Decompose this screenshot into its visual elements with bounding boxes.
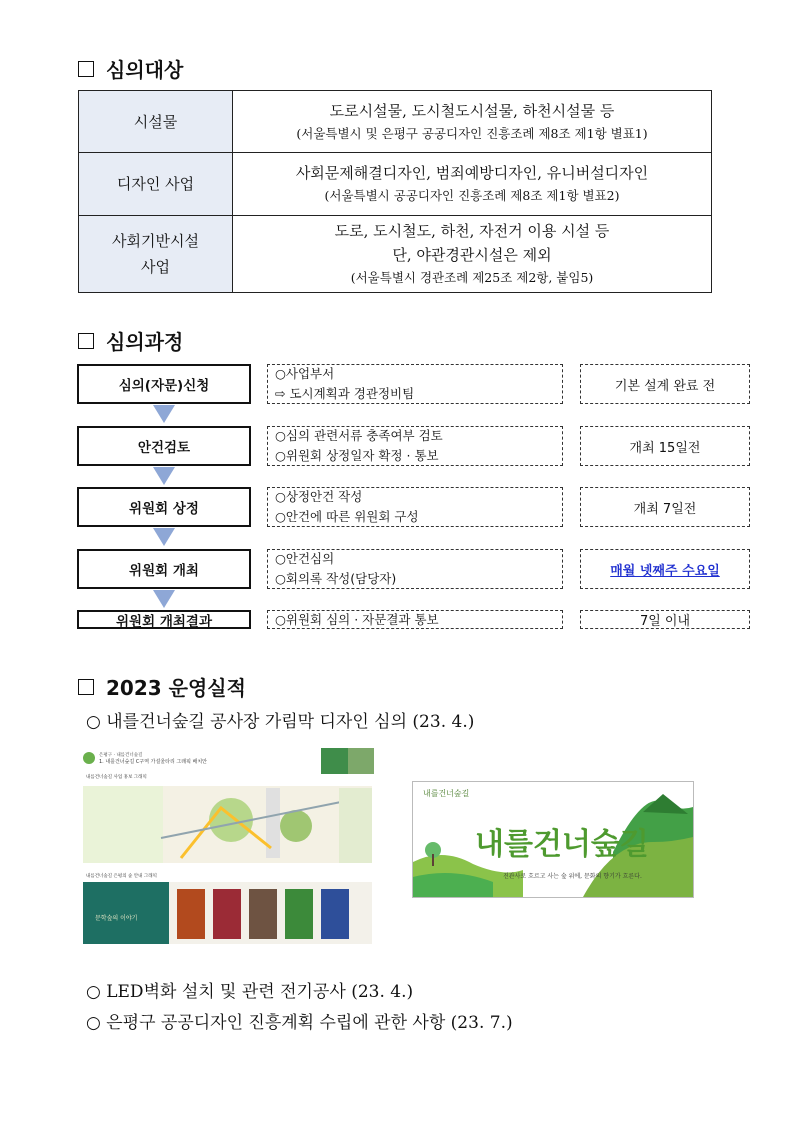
- fence-sub2: 내를건너숲길 은평의 숲 안내 그래픽: [86, 874, 157, 879]
- step-detail-line: ○사업부서: [275, 366, 335, 381]
- checkbox-square-icon: [78, 61, 94, 77]
- row-note: (서울특별시 경관조례 제25조 제2항, 붙임5): [350, 270, 594, 285]
- process-step: 위원회 개최결과: [77, 610, 251, 629]
- step-details: [267, 549, 563, 589]
- step-details: [267, 487, 563, 527]
- fence-graphic-svg: [81, 748, 374, 946]
- fence-sub1: 내를건너숲길 사업 홍보 그래픽: [86, 775, 147, 780]
- process-step: 위원회 개최: [77, 549, 251, 589]
- process-step: 심의(자문)신청: [77, 364, 251, 404]
- row-label-line: 사회기반시설: [112, 232, 199, 250]
- row-main-text: 도로시설물, 도시철도시설물, 하천시설물 등: [329, 101, 615, 120]
- down-arrow-icon: [153, 528, 175, 546]
- checkbox-square-icon: [78, 333, 94, 349]
- banner-small-title: 내를건너숲길: [423, 789, 470, 798]
- row-note: (서울특별시 및 은평구 공공디자인 진흥조례 제8조 제1항 별표1): [296, 125, 648, 141]
- step-detail-line: ○상정안건 작성: [275, 489, 363, 504]
- table-row: [79, 216, 712, 293]
- row-content: [233, 153, 712, 216]
- step-timing: 개최 15일전: [580, 426, 750, 466]
- step-timing: 기본 설계 완료 전: [580, 364, 750, 404]
- step-detail-line: ⇨ 도시계획과 경관정비팀: [275, 386, 415, 401]
- table-row: [79, 153, 712, 216]
- table-row: [79, 91, 712, 153]
- row-label: [79, 216, 233, 293]
- step-details: [267, 610, 563, 629]
- step-details: [267, 426, 563, 466]
- banner-logo-text: 내를건너숲길: [475, 827, 649, 862]
- svg-text:은평구 · 내를건너숲길: 은평구 · 내를건너숲길: [99, 753, 143, 758]
- section-heading-review-process: [78, 326, 183, 355]
- row-label: 디자인 사업: [79, 153, 233, 216]
- result-item: ○ LED벽화 설치 및 관련 전기공사 (23. 4.): [86, 982, 414, 1002]
- forest-banner-svg: [413, 782, 693, 897]
- checkbox-square-icon: [78, 679, 94, 695]
- process-step: 안건검토: [77, 426, 251, 466]
- fence-graphic-image: [81, 748, 374, 946]
- step-timing-link[interactable]: 매월 넷째주 수요일: [580, 549, 750, 589]
- step-details: [267, 364, 563, 404]
- process-step: 위원회 상정: [77, 487, 251, 527]
- row-label-line: 사업: [141, 258, 170, 276]
- row-main-text: 도로, 도시철도, 하천, 자전거 이용 시설 등: [334, 222, 610, 240]
- result-item: ○ 은평구 공공디자인 진흥계획 수립에 관한 사항 (23. 7.): [86, 1013, 513, 1033]
- row-label: 시설물: [79, 91, 233, 153]
- step-detail-line: ○안건에 따른 위원회 구성: [275, 509, 419, 524]
- section-title: 심의과정: [106, 330, 184, 354]
- row-content: [233, 91, 712, 153]
- row-note: (서울특별시 공공디자인 진흥조례 제8조 제1항 별표2): [324, 188, 620, 203]
- fence-heading: 1. 내를건너숲길 C구역 가설울타리 그래픽 배치안: [99, 759, 207, 765]
- step-detail-line: ○심의 관련서류 충족여부 검토: [275, 428, 443, 443]
- down-arrow-icon: [153, 590, 175, 608]
- row-content: [233, 216, 712, 293]
- step-detail-line: ○안건심의: [275, 551, 335, 566]
- fence-banner-text: 문학숲의 이야기: [95, 915, 138, 922]
- forest-banner-image: [412, 781, 694, 898]
- row-main-text: 사회문제해결디자인, 범죄예방디자인, 유니버설디자인: [295, 164, 649, 182]
- down-arrow-icon: [153, 467, 175, 485]
- section-title: 심의대상: [106, 58, 184, 82]
- step-detail-line: ○위원회 심의 · 자문결과 통보: [275, 611, 439, 627]
- section-heading-2023-results: [78, 672, 246, 701]
- down-arrow-icon: [153, 405, 175, 423]
- review-target-table: [78, 90, 712, 293]
- step-detail-line: ○회의록 작성(담당자): [275, 571, 397, 586]
- section-title: 2023 운영실적: [106, 676, 246, 700]
- banner-caption: 진관사로 흐르고 사는 숲 위에, 문화의 향기가 흐른다.: [503, 873, 642, 880]
- step-timing: 개최 7일전: [580, 487, 750, 527]
- section-heading-review-targets: [78, 54, 183, 83]
- row-main-text: 단, 야관경관시설은 제외: [392, 246, 552, 264]
- result-item: ○ 내를건너숲길 공사장 가림막 디자인 심의 (23. 4.): [86, 712, 475, 732]
- step-timing: 7일 이내: [580, 610, 750, 629]
- step-detail-line: ○위원회 상정일자 확정 · 통보: [275, 448, 439, 463]
